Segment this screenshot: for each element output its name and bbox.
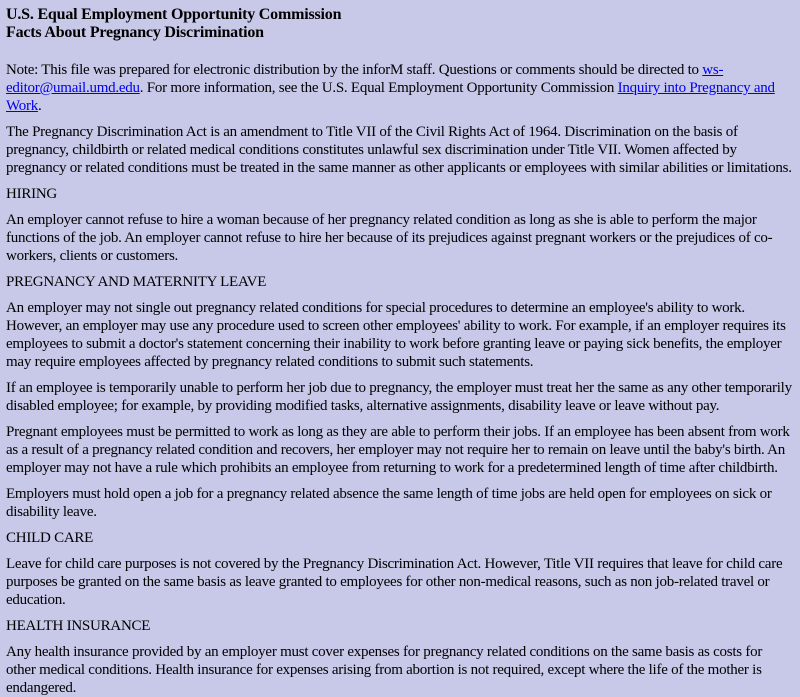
section-heading-leave: PREGNANCY AND MATERNITY LEAVE bbox=[6, 274, 267, 290]
section-heading-hiring: HIRING bbox=[6, 186, 57, 202]
note-paragraph bbox=[6, 61, 792, 115]
page-title bbox=[6, 6, 792, 42]
email-link[interactable]: ws-editor@umail.umd.edu bbox=[6, 62, 724, 96]
intro-paragraph: The Pregnancy Discrimination Act is an amendment to Title VII of the Civil Rights Act of 1964. Discrimination on the basis of pregnancy, childbirth or related medical conditions constitutes unlawful sex discrimination under Title VII. Women affected by pregnancy or related conditions must be treated in the same manner as other applicants or employees with similar abilities or limitations. bbox=[6, 124, 792, 176]
title-agency: U.S. Equal Employment Opportunity Commission bbox=[6, 6, 342, 23]
title-subject: Facts About Pregnancy Discrimination bbox=[6, 24, 264, 41]
paragraph: An employer cannot refuse to hire a woman because of her pregnancy related condition as long as she is able to perform the major functions of the job. An employer cannot refuse to hire her because of its prejudices against pregnant workers or the prejudices of co-workers, clients or customers. bbox=[6, 212, 773, 264]
note-text: Note: This file was prepared for electronic distribution by the inforM staff. Questions or comments should be directed to bbox=[6, 62, 703, 78]
paragraph: Employers must hold open a job for a pregnancy related absence the same length of time jobs are held open for employees on sick or disability leave. bbox=[6, 486, 772, 520]
paragraph: Pregnant employees must be permitted to work as long as they are able to perform their jobs. If an employee has been absent from work as a result of a pregnancy related condition and recovers, her employer may not require her to remain on leave until the baby's birth. An employer may not have a rule which prohibits an employee from returning to work for a predetermined length of time after childbirth. bbox=[6, 424, 790, 476]
note-text-2: . For more information, see the U.S. Equal Employment Opportunity Commission bbox=[139, 80, 618, 96]
paragraph: Any health insurance provided by an employer must cover expenses for pregnancy related conditions on the same basis as costs for other medical conditions. Health insurance for expenses arising from abortion is not required, except where the life of the mother is endangered. bbox=[6, 644, 763, 696]
paragraph: Leave for child care purposes is not covered by the Pregnancy Discrimination Act. However, Title VII requires that leave for child care purposes be granted on the same basis as leave granted to employees for other non-medical reasons, such as non job-related travel or education. bbox=[6, 556, 783, 608]
section-heading-child-care: CHILD CARE bbox=[6, 530, 94, 546]
note-text-3: . bbox=[37, 98, 42, 114]
paragraph: An employer may not single out pregnancy related conditions for special procedures to determine an employee's ability to work. However, an employer may use any procedure used to screen other employees' ability to work. For example, if an employer requires its employees to submit a doctor's statement concerning their inability to work before granting leave or paying sick benefits, the employer may require employees affected by pregnancy related conditions to submit such statements. bbox=[6, 300, 786, 370]
section-heading-health-insurance: HEALTH INSURANCE bbox=[6, 618, 151, 634]
paragraph: If an employee is temporarily unable to perform her job due to pregnancy, the employer must treat her the same as any other temporarily disabled employee; for example, by providing modified tasks, alternative assignments, disability leave or leave without pay. bbox=[6, 380, 792, 414]
inquiry-link[interactable]: Inquiry into Pregnancy and Work bbox=[6, 80, 775, 114]
